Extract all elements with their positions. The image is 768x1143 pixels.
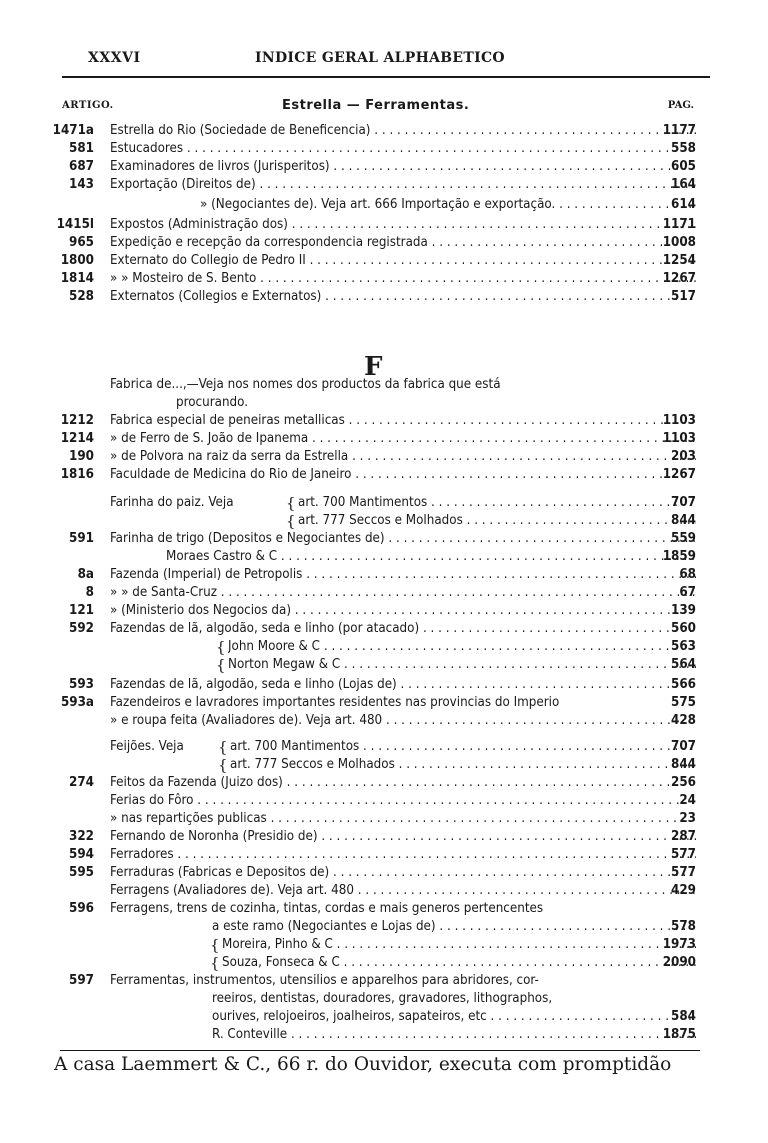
entry-text: » » de Santa-Cruz . . .	[110, 584, 696, 602]
entry-text: » (Negociantes de). Veja art. 666 Importação e exportação. . . .	[200, 196, 696, 214]
entry-page-number: 23	[679, 811, 696, 826]
entry-text: Feijões. Veja	[110, 739, 184, 754]
entry-page-number: 1171	[662, 217, 696, 232]
entry-page-number: 1103	[662, 431, 696, 446]
entry-text: reeiros, dentistas, douradores, gravadores, lithographos,	[212, 991, 553, 1006]
entry-page-number: 575	[671, 695, 696, 710]
index-entry	[0, 602, 768, 620]
entry-article-number: 581	[69, 141, 94, 156]
index-entry	[0, 288, 768, 306]
entry-text: Moreira, Pinho & C . . .	[222, 936, 696, 954]
index-entry	[0, 122, 768, 140]
entry-text: Souza, Fonseca & C . . .	[222, 954, 696, 972]
entry-page-number: 707	[671, 495, 696, 510]
entry-text: Ferradores . . .	[110, 846, 696, 864]
entry-text: art. 777 Seccos e Molhados . . .	[298, 512, 696, 530]
entry-article-number: 595	[69, 865, 94, 880]
entry-page-number: 564	[671, 657, 696, 672]
index-entry	[0, 566, 768, 584]
section-range: Estrella — Ferramentas.	[282, 98, 470, 113]
entry-text: Fabrica especial de peneiras metallicas . . .	[110, 412, 696, 430]
entry-text: art. 700 Mantimentos . . .	[230, 738, 696, 756]
entry-page-number: 577	[671, 847, 696, 862]
index-entry	[0, 882, 768, 900]
index-entry	[0, 466, 768, 484]
entry-page-number: 1267	[662, 467, 696, 482]
entry-text: Ferraduras (Fabricas e Depositos de) . . .	[110, 864, 696, 882]
entry-article-number: 190	[69, 449, 94, 464]
entry-page-number: 566	[671, 677, 696, 692]
entry-page-number: 24	[679, 793, 696, 808]
entry-text: Fazendeiros e lavradores importantes residentes nas provincias do Imperio	[110, 695, 560, 710]
entry-page-number: 563	[671, 639, 696, 654]
entry-text: » de Ferro de S. João de Ipanema . . .	[110, 430, 696, 448]
brace-mark: {	[210, 954, 220, 972]
index-entry	[0, 638, 768, 656]
index-entry	[0, 774, 768, 792]
entry-page-number: 1103	[662, 413, 696, 428]
entry-page-number: 605	[671, 159, 696, 174]
entry-text: Exportação (Direitos de) . . .	[110, 176, 696, 194]
index-entry	[0, 864, 768, 882]
brace-mark: {	[218, 738, 228, 756]
index-entry	[0, 620, 768, 638]
entry-article-number: 1214	[60, 431, 94, 446]
entry-text: a este ramo (Negociantes e Lojas de) . . .	[212, 918, 696, 936]
entry-text: Fazendas de lã, algodão, seda e linho (por atacado) . . .	[110, 620, 696, 638]
index-entry	[0, 584, 768, 602]
entry-text: procurando.	[176, 395, 249, 410]
entry-text: Fazendas de lã, algodão, seda e linho (Lojas de) . . .	[110, 676, 696, 694]
page-number: XXXVI	[88, 50, 141, 66]
index-entry	[0, 828, 768, 846]
entry-text: Ferramentas, instrumentos, utensilios e apparelhos para abridores, cor-	[110, 973, 539, 988]
entry-page-number: 67	[679, 585, 696, 600]
index-entry	[0, 176, 768, 194]
entry-page-number: 1254	[662, 253, 696, 268]
entry-page-number: 1875	[662, 1027, 696, 1042]
entry-text: Estrella do Rio (Sociedade de Beneficencia) . . .	[110, 122, 696, 140]
index-entry	[0, 990, 768, 1008]
section-letter: F	[364, 352, 383, 382]
entry-page-number: 203	[671, 449, 696, 464]
entry-article-number: 594	[69, 847, 94, 862]
index-entry	[0, 1026, 768, 1044]
index-entry	[0, 158, 768, 176]
entry-article-number: 1800	[60, 253, 94, 268]
index-entry	[0, 548, 768, 566]
entry-page-number: 707	[671, 739, 696, 754]
index-entry	[0, 756, 768, 774]
index-entry	[0, 140, 768, 158]
index-entry	[0, 494, 768, 512]
entry-article-number: 965	[69, 235, 94, 250]
entry-text: » » Mosteiro de S. Bento . . .	[110, 270, 696, 288]
entry-text: Fabrica de...,—Veja nos nomes dos productos da fabrica que está	[110, 377, 501, 392]
entry-page-number: 559	[671, 531, 696, 546]
column-label-pag: PAG.	[667, 100, 694, 111]
index-entry	[0, 430, 768, 448]
brace-mark: {	[286, 512, 296, 530]
entry-article-number: 1814	[60, 271, 94, 286]
index-entry	[0, 376, 768, 394]
entry-text: Ferragens, trens de cozinha, tintas, cordas e mais generos pertencentes	[110, 901, 544, 916]
entry-article-number: 322	[69, 829, 94, 844]
index-entry	[0, 712, 768, 730]
index-entry	[0, 846, 768, 864]
brace-mark: {	[218, 756, 228, 774]
entry-article-number: 596	[69, 901, 94, 916]
entry-text: Faculdade de Medicina do Rio de Janeiro . . .	[110, 466, 696, 484]
entry-page-number: 577	[671, 865, 696, 880]
column-label-artigo: ARTIGO.	[62, 100, 114, 111]
entry-text: » e roupa feita (Avaliadores de). Veja art. 480 . . .	[110, 712, 696, 730]
index-entry	[0, 694, 768, 712]
entry-text: Externato do Collegio de Pedro II . . .	[110, 252, 696, 270]
brace-mark: {	[210, 936, 220, 954]
entry-page-number: 1859	[662, 549, 696, 564]
entry-page-number: 517	[671, 289, 696, 304]
index-entry	[0, 936, 768, 954]
entry-article-number: 1415l	[56, 217, 94, 232]
index-entry	[0, 234, 768, 252]
entry-page-number: 844	[671, 513, 696, 528]
entry-text: » de Polvora na raiz da serra da Estrella . . .	[110, 448, 696, 466]
entry-text: Estucadores . . .	[110, 140, 696, 158]
entry-article-number: 1212	[60, 413, 94, 428]
entry-page-number: 558	[671, 141, 696, 156]
index-entry	[0, 900, 768, 918]
entry-text: Norton Megaw & C . . .	[228, 656, 696, 674]
entry-text: Externatos (Collegios e Externatos) . . .	[110, 288, 696, 306]
entry-article-number: 591	[69, 531, 94, 546]
entry-page-number: 287	[671, 829, 696, 844]
index-entry	[0, 512, 768, 530]
index-entry	[0, 448, 768, 466]
entry-article-number: 1816	[60, 467, 94, 482]
entry-text: R. Conteville . . .	[212, 1026, 696, 1044]
entry-text: » nas repartições publicas . . .	[110, 810, 696, 828]
index-entry	[0, 412, 768, 430]
entry-page-number: 614	[671, 197, 696, 212]
entry-article-number: 143	[69, 177, 94, 192]
entry-text: Farinha do paiz. Veja	[110, 495, 234, 510]
entry-text: Ferias do Fôro . . .	[110, 792, 696, 810]
entry-page-number: 139	[671, 603, 696, 618]
entry-page-number: 68	[679, 567, 696, 582]
header-rule	[62, 76, 710, 78]
entry-article-number: 274	[69, 775, 94, 790]
index-entry	[0, 216, 768, 234]
page-header	[70, 50, 710, 74]
entry-text: Expedição e recepção da correspondencia registrada . . .	[110, 234, 696, 252]
entry-text: art. 777 Seccos e Molhados . . .	[230, 756, 696, 774]
entry-text: Expostos (Administração dos) . . .	[110, 216, 696, 234]
entry-page-number: 584	[671, 1009, 696, 1024]
entry-page-number: 560	[671, 621, 696, 636]
index-entry	[0, 1008, 768, 1026]
index-entry	[0, 954, 768, 972]
brace-mark: {	[216, 656, 226, 674]
entry-text: Fazenda (Imperial) de Petropolis . . .	[110, 566, 696, 584]
entry-text: » (Ministerio dos Negocios da) . . .	[110, 602, 696, 620]
footer-advertisement: A casa Laemmert & C., 66 r. do Ouvidor, executa com promptidão	[54, 1054, 672, 1075]
footer-rule	[60, 1050, 700, 1051]
entry-text: Examinadores de livros (Jurisperitos) . . .	[110, 158, 696, 176]
entry-text: Farinha de trigo (Depositos e Negociantes de) . . .	[110, 530, 696, 548]
index-entry	[0, 810, 768, 828]
entry-page-number: 1973	[662, 937, 696, 952]
entry-page-number: 1267	[662, 271, 696, 286]
index-entry	[0, 394, 768, 412]
entry-page-number: 578	[671, 919, 696, 934]
entry-article-number: 592	[69, 621, 94, 636]
entry-text: John Moore & C . . .	[228, 638, 696, 656]
index-entry	[0, 270, 768, 288]
entry-article-number: 121	[69, 603, 94, 618]
column-header	[62, 98, 694, 116]
entry-article-number: 528	[69, 289, 94, 304]
entry-page-number: 256	[671, 775, 696, 790]
entry-text: Fernando de Noronha (Presidio de) . . .	[110, 828, 696, 846]
entry-article-number: 687	[69, 159, 94, 174]
entry-article-number: 8a	[77, 567, 94, 582]
brace-mark: {	[216, 638, 226, 656]
entry-page-number: 1008	[662, 235, 696, 250]
brace-mark: {	[286, 494, 296, 512]
index-entry	[0, 252, 768, 270]
index-entry	[0, 918, 768, 936]
entry-text: Ferragens (Avaliadores de). Veja art. 480 . . .	[110, 882, 696, 900]
entry-article-number: 1471a	[52, 123, 94, 138]
entry-text: ourives, relojoeiros, joalheiros, sapateiros, etc . . .	[212, 1008, 696, 1026]
entry-article-number: 593	[69, 677, 94, 692]
index-entry	[0, 676, 768, 694]
entry-page-number: 844	[671, 757, 696, 772]
entry-text: Feitos da Fazenda (Juizo dos) . . .	[110, 774, 696, 792]
page-title: INDICE GERAL ALPHABETICO	[255, 50, 505, 66]
entry-page-number: 429	[671, 883, 696, 898]
entry-page-number: 1177	[662, 123, 696, 138]
entry-article-number: 593a	[60, 695, 94, 710]
entry-page-number: 428	[671, 713, 696, 728]
index-entry	[0, 972, 768, 990]
entry-article-number: 597	[69, 973, 94, 988]
index-entry	[0, 792, 768, 810]
index-entry	[0, 656, 768, 674]
entry-page-number: 2090	[662, 955, 696, 970]
entry-text: art. 700 Mantimentos . . .	[298, 494, 696, 512]
index-entry	[0, 530, 768, 548]
entry-article-number: 8	[85, 585, 94, 600]
entry-page-number: 164	[671, 177, 696, 192]
index-entry	[0, 196, 768, 214]
index-entry	[0, 738, 768, 756]
entry-text: Moraes Castro & C . . .	[166, 548, 696, 566]
